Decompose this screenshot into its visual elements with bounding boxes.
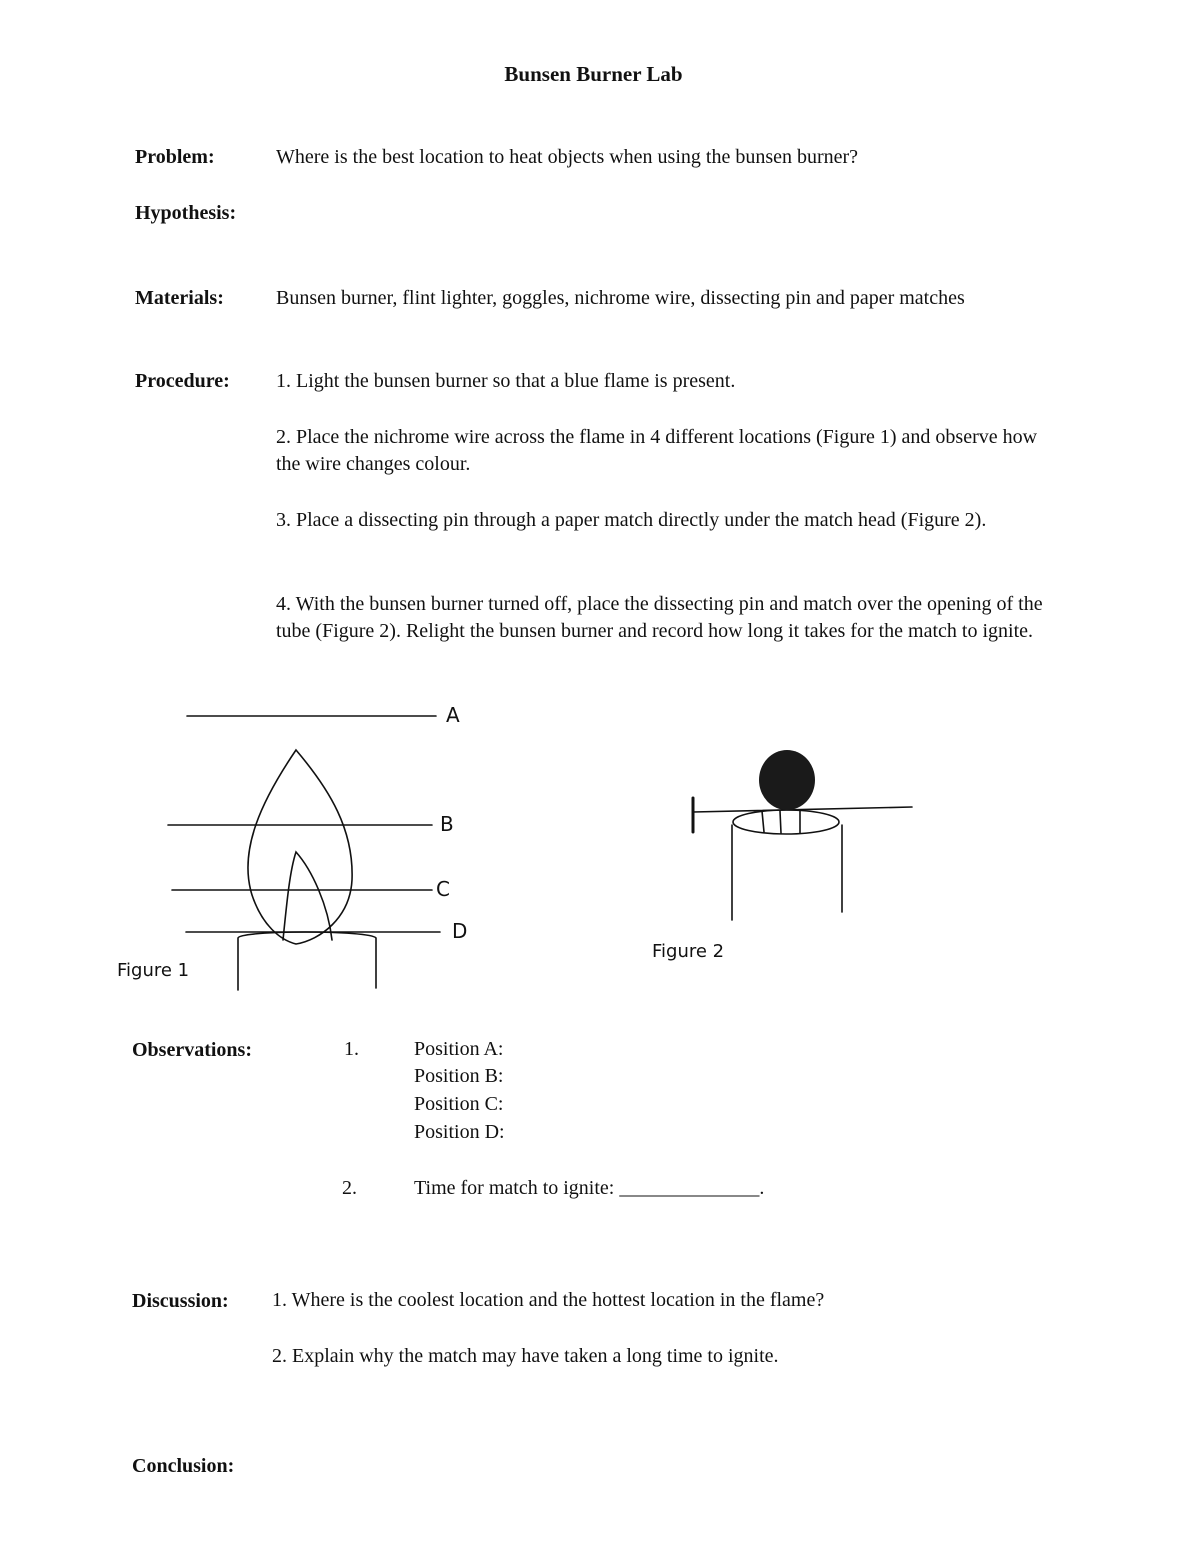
procedure-label: Procedure: — [135, 370, 230, 392]
procedure-step-3: 3. Place a dissecting pin through a paper match directly under the match head (Figure 2). — [276, 509, 987, 531]
observation-position-c: Position C: — [414, 1093, 504, 1115]
problem-label: Problem: — [135, 146, 215, 168]
procedure-step-4: 4. With the bunsen burner turned off, place the dissecting pin and match over the opening of the tube (Figure 2). Relight the bunsen burner and record how long it takes for the match to ignite. — [276, 593, 1043, 642]
page-title: Bunsen Burner Lab — [504, 62, 683, 86]
label-b: B — [440, 812, 454, 836]
observation-ignite-time: Time for match to ignite: ______________. — [414, 1177, 765, 1199]
figure-2-caption: Figure 2 — [652, 941, 725, 962]
label-d: D — [452, 919, 468, 943]
conclusion-label: Conclusion: — [132, 1455, 235, 1477]
figure-1-caption: Figure 1 — [117, 960, 190, 981]
procedure-step-1: 1. Light the bunsen burner so that a blue flame is present. — [276, 370, 736, 392]
problem-text: Where is the best location to heat objects when using the bunsen burner? — [276, 146, 859, 168]
observations-label: Observations: — [132, 1039, 252, 1061]
inner-flame — [283, 852, 332, 940]
procedure-step-2: 2. Place the nichrome wire across the flame in 4 different locations (Figure 1) and observe how the wire changes colour. — [276, 426, 1038, 475]
match-head — [759, 750, 815, 810]
discussion-label: Discussion: — [132, 1290, 229, 1312]
observation-position-a: Position A: — [414, 1038, 504, 1060]
outer-flame — [248, 750, 352, 944]
tube-opening — [733, 810, 839, 834]
observation-item-1-number: 1. — [344, 1038, 359, 1060]
materials-text: Bunsen burner, flint lighter, goggles, nichrome wire, dissecting pin and paper matches — [276, 287, 965, 309]
observation-position-b: Position B: — [414, 1065, 504, 1087]
materials-label: Materials: — [135, 287, 224, 309]
observation-position-d: Position D: — [414, 1121, 505, 1143]
label-a: A — [446, 703, 460, 727]
hypothesis-label: Hypothesis: — [135, 202, 237, 224]
discussion-question-1: 1. Where is the coolest location and the hottest location in the flame? — [272, 1289, 825, 1311]
discussion-question-2: 2. Explain why the match may have taken a long time to ignite. — [272, 1345, 779, 1367]
observation-item-2-number: 2. — [342, 1177, 357, 1199]
label-c: C — [436, 877, 450, 901]
